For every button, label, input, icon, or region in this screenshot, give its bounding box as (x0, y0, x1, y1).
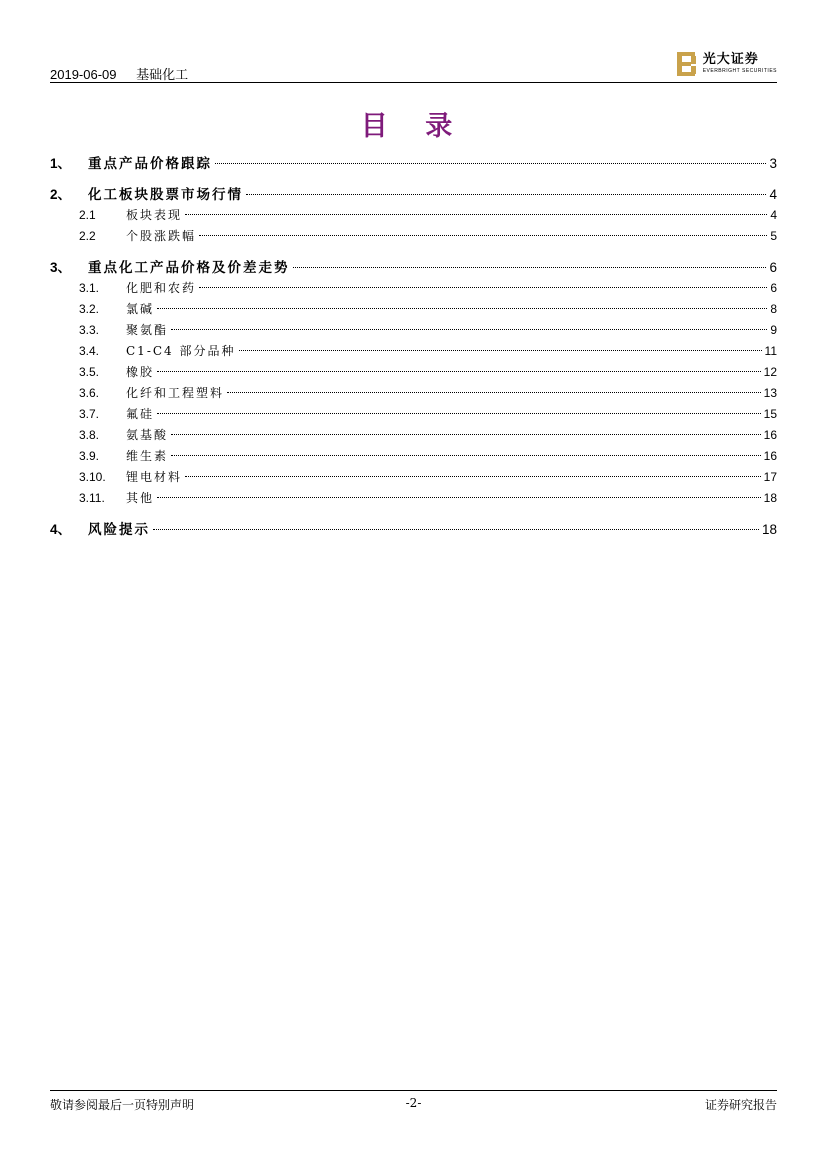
toc-label: 化工板块股票市场行情 (88, 187, 243, 203)
toc-leader (185, 214, 767, 215)
toc-page: 18 (763, 491, 777, 505)
toc-number: 3.1. (79, 281, 100, 295)
toc-number: 1、 (50, 156, 72, 171)
footer-disclaimer: 敬请参阅最后一页特别声明 (50, 1098, 195, 1112)
toc-leader (157, 413, 761, 414)
report-category: 基础化工 (136, 67, 189, 82)
toc-leader (199, 287, 767, 288)
toc-number: 3.8. (79, 428, 100, 442)
toc-label: 氨基酸 (126, 428, 169, 442)
company-logo (677, 52, 777, 76)
toc-page: 6 (769, 260, 777, 275)
toc-leader (171, 434, 761, 435)
logo-text-en: EVERBRIGHT SECURITIES (702, 68, 777, 74)
toc-number: 3.4. (79, 344, 100, 358)
toc-page: 8 (770, 302, 777, 316)
toc-number: 2.2 (79, 229, 96, 243)
toc-label: 氟硅 (126, 407, 155, 421)
toc-label: C1-C4 部分品种 (126, 344, 236, 358)
toc-page: 3 (769, 156, 777, 171)
toc-page: 16 (763, 449, 777, 463)
toc-gap (50, 247, 777, 257)
toc-leader (199, 235, 767, 236)
toc-entry[interactable] (50, 320, 777, 341)
toc-entry[interactable] (50, 383, 777, 404)
logo-text-cn: 光大证券 (702, 52, 759, 67)
toc-leader (246, 194, 766, 195)
toc-entry[interactable] (50, 519, 777, 540)
toc-number: 2、 (50, 187, 72, 202)
toc-entry[interactable] (50, 446, 777, 467)
toc-entry[interactable] (50, 467, 777, 488)
toc-leader (171, 329, 767, 330)
toc-page: 12 (763, 365, 777, 379)
toc-leader (157, 308, 767, 309)
toc-page: 6 (770, 281, 777, 295)
toc-label: 板块表现 (126, 208, 183, 222)
report-date: 2019-06-09 (50, 67, 117, 82)
toc-entry[interactable] (50, 362, 777, 383)
toc-leader (171, 455, 761, 456)
toc-page: 18 (761, 522, 777, 537)
toc-page: 13 (763, 386, 777, 400)
toc-leader (153, 529, 759, 530)
toc-entry[interactable] (50, 257, 777, 278)
toc-gap (50, 174, 777, 184)
footer-rule (50, 1090, 777, 1091)
toc-number: 3.6. (79, 386, 100, 400)
toc-entry[interactable] (50, 205, 777, 226)
toc-label: 化肥和农药 (126, 281, 197, 295)
toc-entry[interactable] (50, 153, 777, 174)
toc-label: 聚氨酯 (126, 323, 169, 337)
toc-page: 4 (770, 208, 777, 222)
toc-number: 4、 (50, 522, 72, 537)
toc-entry[interactable] (50, 184, 777, 205)
toc-label: 化纤和工程塑料 (126, 386, 225, 400)
toc-entry[interactable] (50, 299, 777, 320)
toc-number: 2.1 (79, 208, 96, 222)
toc-leader (157, 497, 761, 498)
toc-number: 3、 (50, 260, 72, 275)
page-title: 目 录 (360, 111, 467, 142)
toc-leader (239, 350, 762, 351)
toc-label: 个股涨跌幅 (126, 229, 197, 243)
toc-entry[interactable] (50, 488, 777, 509)
table-of-contents (50, 153, 777, 540)
toc-number: 3.5. (79, 365, 100, 379)
header-rule (50, 82, 777, 83)
toc-leader (293, 267, 767, 268)
toc-page: 11 (764, 344, 777, 358)
toc-entry[interactable] (50, 226, 777, 247)
toc-leader (185, 476, 761, 477)
toc-leader (215, 163, 766, 164)
page-number: -2- (405, 1096, 422, 1110)
logo-mark-icon (677, 52, 697, 76)
footer-report-type: 证券研究报告 (704, 1098, 777, 1112)
toc-entry[interactable] (50, 404, 777, 425)
toc-page: 9 (770, 323, 777, 337)
toc-page: 16 (763, 428, 777, 442)
toc-label: 橡胶 (126, 365, 155, 379)
toc-entry[interactable] (50, 341, 777, 362)
toc-number: 3.2. (79, 302, 100, 316)
toc-page: 4 (769, 187, 777, 202)
page-header (50, 52, 777, 82)
toc-page: 15 (763, 407, 777, 421)
toc-number: 3.11. (79, 491, 105, 505)
toc-label: 锂电材料 (126, 470, 183, 484)
toc-number: 3.3. (79, 323, 100, 337)
toc-label: 风险提示 (88, 522, 150, 538)
toc-label: 重点产品价格跟踪 (88, 156, 212, 172)
toc-label: 其他 (126, 491, 155, 505)
toc-number: 3.9. (79, 449, 100, 463)
toc-number: 3.7. (79, 407, 100, 421)
toc-entry[interactable] (50, 278, 777, 299)
toc-leader (227, 392, 761, 393)
toc-entry[interactable] (50, 425, 777, 446)
toc-page: 17 (763, 470, 777, 484)
toc-label: 氯碱 (126, 302, 155, 316)
toc-page: 5 (770, 229, 777, 243)
toc-gap (50, 509, 777, 519)
toc-number: 3.10. (79, 470, 106, 484)
toc-leader (157, 371, 761, 372)
toc-label: 维生素 (126, 449, 169, 463)
toc-label: 重点化工产品价格及价差走势 (88, 260, 290, 276)
header-info (50, 64, 204, 83)
